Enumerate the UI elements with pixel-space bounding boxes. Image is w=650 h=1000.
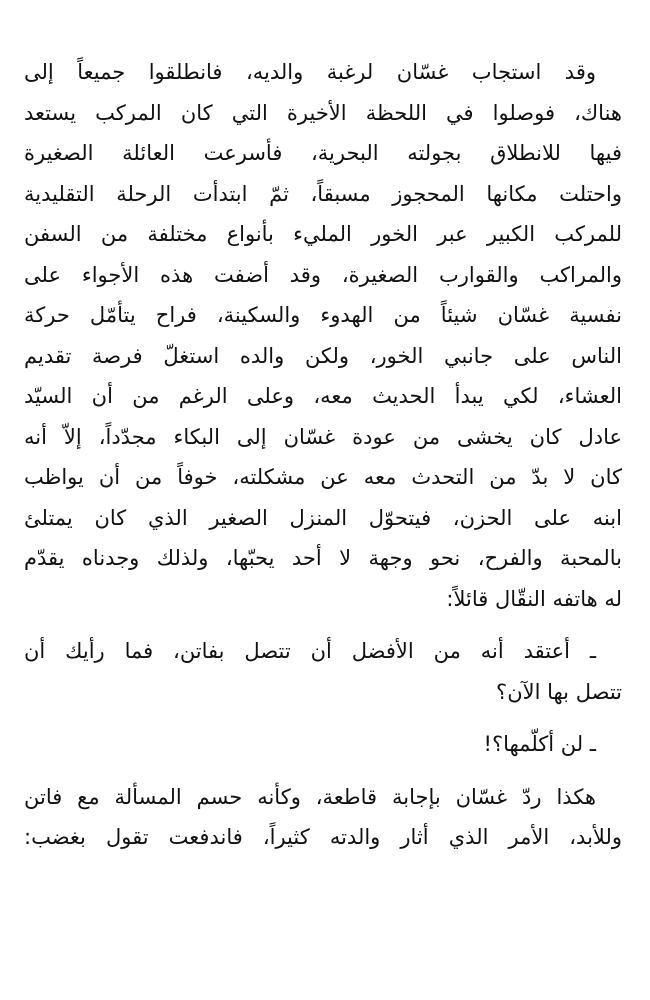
paragraph-gap <box>24 712 622 724</box>
text-line: فيها للانطلاق بجولته البحرية، فأسرعت العائلة الصغيرة <box>24 141 622 165</box>
paragraph-dialogue-father <box>24 631 622 712</box>
text-line: للمركب الكبير عبر الخور المليء بأنواع مختلفة من السفن <box>24 222 622 246</box>
text-line: بالمحبة والفرح، نحو وجهة لا أحد يحبّها، ولذلك وجدناه يقدّم <box>24 546 622 570</box>
text-line: كان لا بدّ من التحدث معه عن مشكلته، خوفاً من أن يواظب <box>24 465 622 489</box>
text-line: هناك، فوصلوا في اللحظة الأخيرة التي كان المركب يستعد <box>24 100 622 125</box>
paragraph-gap <box>24 765 622 777</box>
text-line: ـ لن أكلّمها؟! <box>483 732 596 756</box>
text-line: تتصل بها الآن؟ <box>496 679 622 704</box>
text-line: نفسية غسّان شيئاً من الهدوء والسكينة، فراح يتأمّل حركة <box>24 303 622 327</box>
paragraph-narration-2 <box>24 777 622 858</box>
text-line: ـ أعتقد أنه من الأفضل أن تتصل بفاتن، فما رأيك أن <box>24 639 596 663</box>
text-line: والمراكب والقوارب الصغيرة، وقد أضفت هذه الأجواء على <box>24 262 622 287</box>
text-line: واحتلت مكانها المحجوز مسبقاً، ثمّ ابتدأت الرحلة التقليدية <box>24 181 622 206</box>
text-line: وللأبد، الأمر الذي أثار والدته كثيراً، فاندفعت تقول بغضب: <box>24 825 622 849</box>
paragraph-gap <box>24 619 622 631</box>
text-line: ابنه على الحزن، فيتحوّل المنزل الصغير الذي كان يمتلئ <box>24 505 622 530</box>
paragraph-dialogue-ghassan <box>24 724 622 765</box>
page-text <box>24 52 622 858</box>
paragraph-narration-1 <box>24 52 622 619</box>
text-line: هكذا ردّ غسّان بإجابة قاطعة، وكأنه حسم المسألة مع فاتن <box>24 784 596 809</box>
text-line: العشاء، لكي يبدأ الحديث معه، وعلى الرغم من أن السيّد <box>24 384 622 408</box>
text-line: له هاتفه النقّال قائلاً: <box>446 586 622 611</box>
text-line: وقد استجاب غسّان لرغبة والديه، فانطلقوا جميعاً إلى <box>24 60 596 84</box>
text-line: عادل كان يخشى من عودة غسّان إلى البكاء مجدّداً، إلاّ أنه <box>24 424 622 449</box>
text-line: الناس على جانبي الخور، ولكن والده استغلّ فرصة تقديم <box>24 343 622 368</box>
